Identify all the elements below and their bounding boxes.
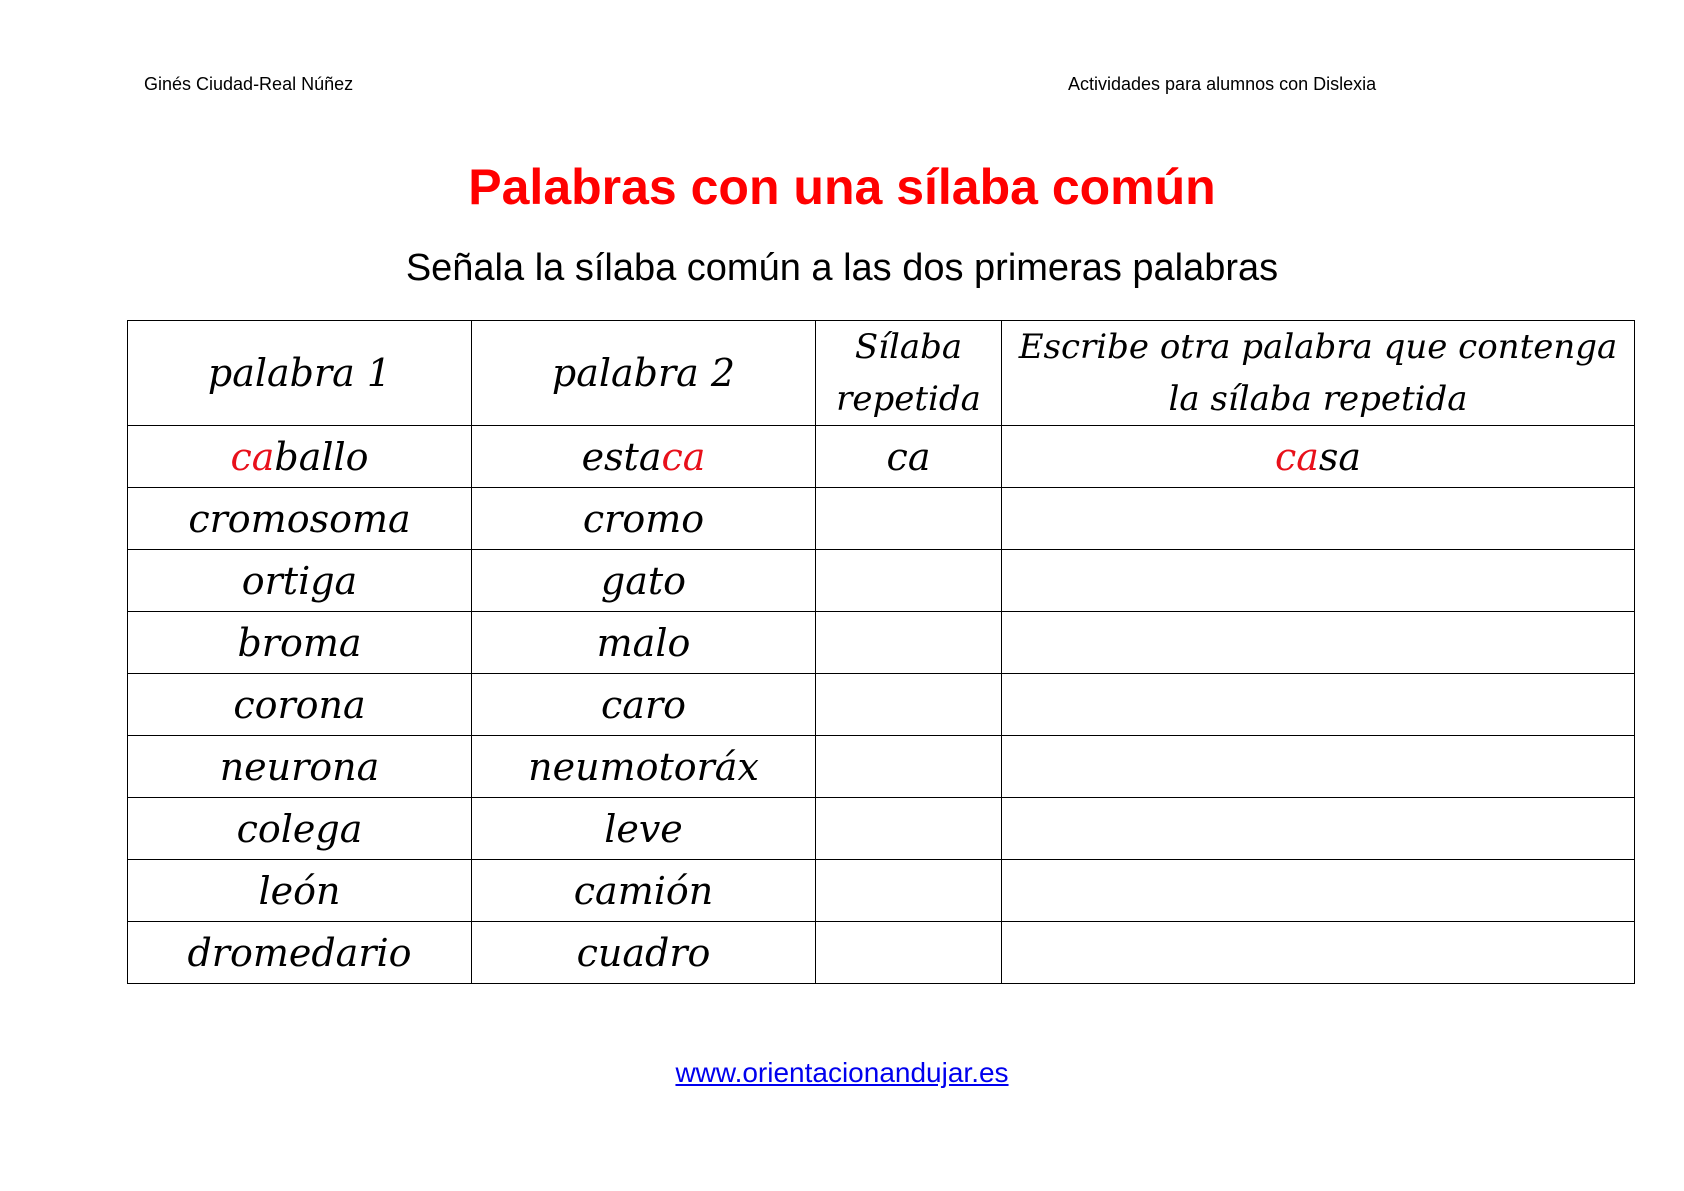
word1-cell: broma — [128, 612, 472, 674]
word1-cell: cromosoma — [128, 488, 472, 550]
syllable-answer-cell[interactable] — [816, 922, 1002, 984]
new-word-answer-cell[interactable] — [1002, 550, 1635, 612]
table-row — [128, 922, 1635, 984]
example-syllable: ca — [816, 426, 1002, 488]
new-word-answer-cell[interactable] — [1002, 922, 1635, 984]
table-row — [128, 612, 1635, 674]
syllable-answer-cell[interactable] — [816, 488, 1002, 550]
new-word-answer-cell[interactable] — [1002, 612, 1635, 674]
example-word1-rest: ballo — [274, 434, 369, 479]
table-row — [128, 674, 1635, 736]
column-header-word2: palabra 2 — [472, 321, 816, 426]
new-word-answer-cell[interactable] — [1002, 860, 1635, 922]
footer — [0, 1057, 1684, 1089]
syllable-answer-cell[interactable] — [816, 674, 1002, 736]
word2-cell: camión — [472, 860, 816, 922]
syllable-answer-cell[interactable] — [816, 612, 1002, 674]
table-row — [128, 860, 1635, 922]
page-subtitle: Señala la sílaba común a las dos primeras palabras — [405, 247, 1279, 289]
table-row — [128, 798, 1635, 860]
example-word2 — [472, 426, 816, 488]
example-word2-syllable: ca — [661, 434, 706, 479]
header-author: Ginés Ciudad-Real Núñez — [144, 74, 354, 94]
header-subject: Actividades para alumnos con Dislexia — [1068, 74, 1377, 94]
word2-cell: neumotoráx — [472, 736, 816, 798]
table-row — [128, 488, 1635, 550]
example-word2-prefix: esta — [581, 434, 662, 479]
word1-cell: neurona — [128, 736, 472, 798]
table-row — [128, 550, 1635, 612]
example-new-word-syllable: ca — [1274, 434, 1319, 479]
column-header-word1: palabra 1 — [128, 321, 472, 426]
word2-cell: cromo — [472, 488, 816, 550]
new-word-answer-cell[interactable] — [1002, 488, 1635, 550]
exercise-table — [127, 320, 1635, 984]
syllable-answer-cell[interactable] — [816, 736, 1002, 798]
syllable-answer-cell[interactable] — [816, 860, 1002, 922]
example-row — [128, 426, 1635, 488]
word1-cell: corona — [128, 674, 472, 736]
table-header-row — [128, 321, 1635, 426]
table-row — [128, 736, 1635, 798]
new-word-answer-cell[interactable] — [1002, 736, 1635, 798]
syllable-answer-cell[interactable] — [816, 550, 1002, 612]
word2-cell: malo — [472, 612, 816, 674]
syllable-answer-cell[interactable] — [816, 798, 1002, 860]
example-word1-syllable: ca — [230, 434, 275, 479]
example-new-word-rest: sa — [1318, 434, 1362, 479]
new-word-answer-cell[interactable] — [1002, 674, 1635, 736]
word2-cell: cuadro — [472, 922, 816, 984]
word2-cell: gato — [472, 550, 816, 612]
word2-cell: leve — [472, 798, 816, 860]
word1-cell: ortiga — [128, 550, 472, 612]
column-header-syllable: Sílaba repetida — [816, 321, 1002, 426]
new-word-answer-cell[interactable] — [1002, 798, 1635, 860]
example-word1 — [128, 426, 472, 488]
word1-cell: colega — [128, 798, 472, 860]
word1-cell: león — [128, 860, 472, 922]
word1-cell: dromedario — [128, 922, 472, 984]
example-new-word — [1002, 426, 1635, 488]
website-link[interactable]: www.orientacionandujar.es — [675, 1057, 1009, 1088]
page-title: Palabras con una sílaba común — [468, 159, 1216, 215]
word2-cell: caro — [472, 674, 816, 736]
column-header-new-word: Escribe otra palabra que contenga la sílaba repetida — [1002, 321, 1635, 426]
